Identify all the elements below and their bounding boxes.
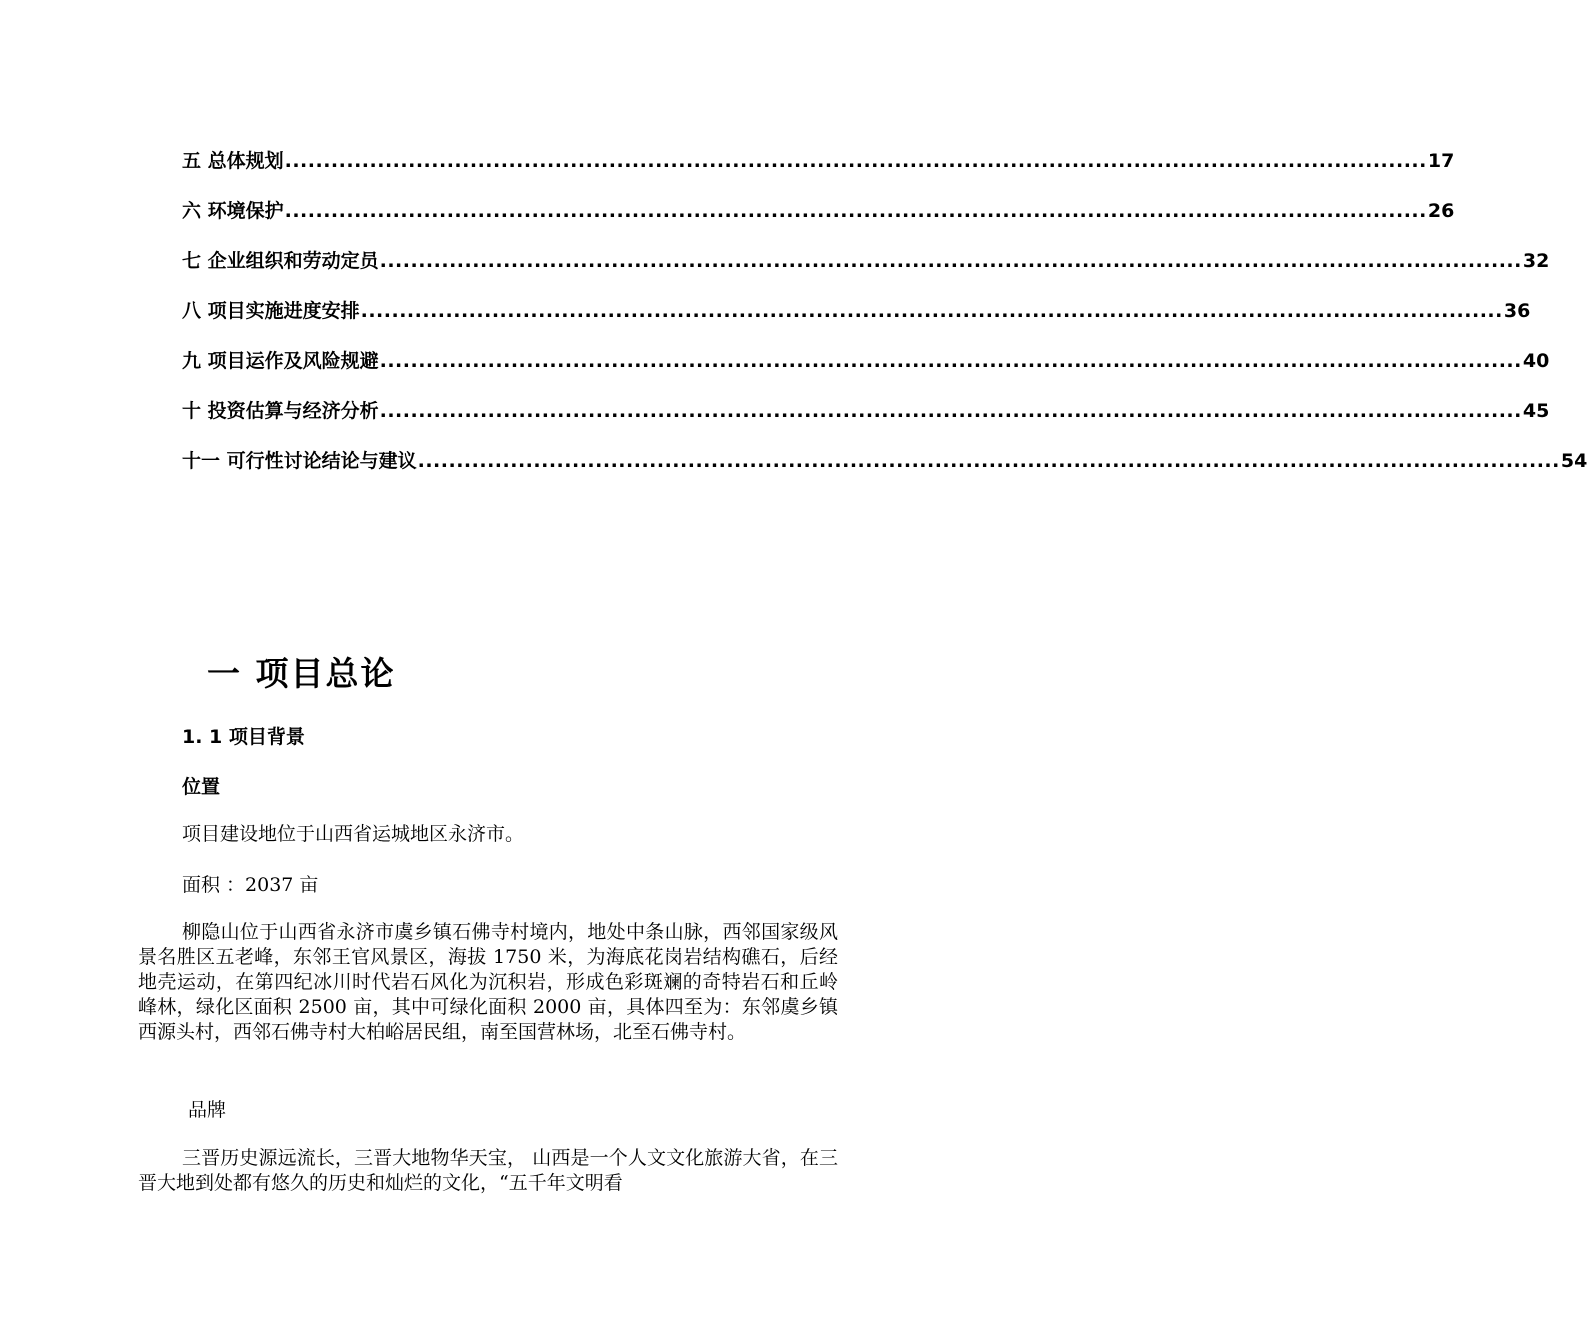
- brand-paragraph: 三晋历史源远流长，三晋大地物华天宝， 山西是一个人文文化旅游大省，在三晋大地到处都有悠久的历史和灿烂的文化，“五千年文明看: [138, 1147, 838, 1194]
- table-of-contents: [182, 146, 1587, 496]
- toc-leader-dots: ....................................................................................................................................................: [284, 200, 1427, 222]
- toc-entry-page: 40: [1522, 350, 1550, 372]
- toc-entry-title: 七 企业组织和劳动定员: [182, 250, 379, 272]
- area-paragraph: 面积 ：2037 亩: [182, 874, 319, 896]
- toc-leader-dots: ....................................................................................................................................................: [379, 400, 1522, 422]
- toc-entry-title: 八 项目实施进度安排: [182, 300, 360, 322]
- section-title: 1. 1 项目背景: [182, 726, 305, 748]
- toc-entry-title: 十一 可行性讨论结论与建议: [182, 450, 417, 472]
- toc-leader-dots: ....................................................................................................................................................: [417, 450, 1560, 472]
- toc-entry-page: 17: [1427, 150, 1455, 172]
- toc-entry-title: 五 总体规划: [182, 150, 284, 172]
- toc-leader-dots: ....................................................................................................................................................: [379, 350, 1522, 372]
- brand-heading: 品牌: [188, 1099, 227, 1121]
- toc-entry-title: 九 项目运作及风险规避: [182, 350, 379, 372]
- toc-entry-page: 32: [1522, 250, 1550, 272]
- toc-entry[interactable]: [182, 446, 1587, 472]
- toc-entry[interactable]: [182, 346, 1550, 372]
- toc-entry-page: 36: [1503, 300, 1531, 322]
- description-paragraph: 柳隐山位于山西省永济市虞乡镇石佛寺村境内，地处中条山脉，西邻国家级风景名胜区五老峰，东邻王官风景区，海拔 1750 米，为海底花岗岩结构礁石，后经地壳运动，在第四纪冰川时代岩石风化为沉积岩，形成色彩斑斓的奇特岩石和丘岭峰林，绿化区面积 2500 亩，其中可绿化面积 2000 亩，具体四至为：东邻虞乡镇西源头村，西邻石佛寺村大柏峪居民组，南至国营林场，北至石佛寺村。: [138, 921, 838, 1043]
- toc-entry[interactable]: [182, 396, 1550, 422]
- toc-entry-page: 45: [1522, 400, 1550, 422]
- toc-entry[interactable]: [182, 246, 1550, 272]
- toc-entry-title: 十 投资估算与经济分析: [182, 400, 379, 422]
- toc-leader-dots: ....................................................................................................................................................: [360, 300, 1503, 322]
- location-paragraph: 项目建设地位于山西省运城地区永济市。: [182, 823, 525, 845]
- toc-entry-page: 54: [1560, 450, 1587, 472]
- toc-leader-dots: ....................................................................................................................................................: [284, 150, 1427, 172]
- toc-leader-dots: ....................................................................................................................................................: [379, 250, 1522, 272]
- toc-entry[interactable]: [182, 146, 1455, 172]
- location-heading: 位置: [182, 776, 221, 798]
- toc-entry[interactable]: [182, 296, 1531, 322]
- toc-entry-title: 六 环境保护: [182, 200, 284, 222]
- toc-entry-page: 26: [1427, 200, 1455, 222]
- toc-entry[interactable]: [182, 196, 1455, 222]
- chapter-title: 一 项目总论: [207, 654, 396, 693]
